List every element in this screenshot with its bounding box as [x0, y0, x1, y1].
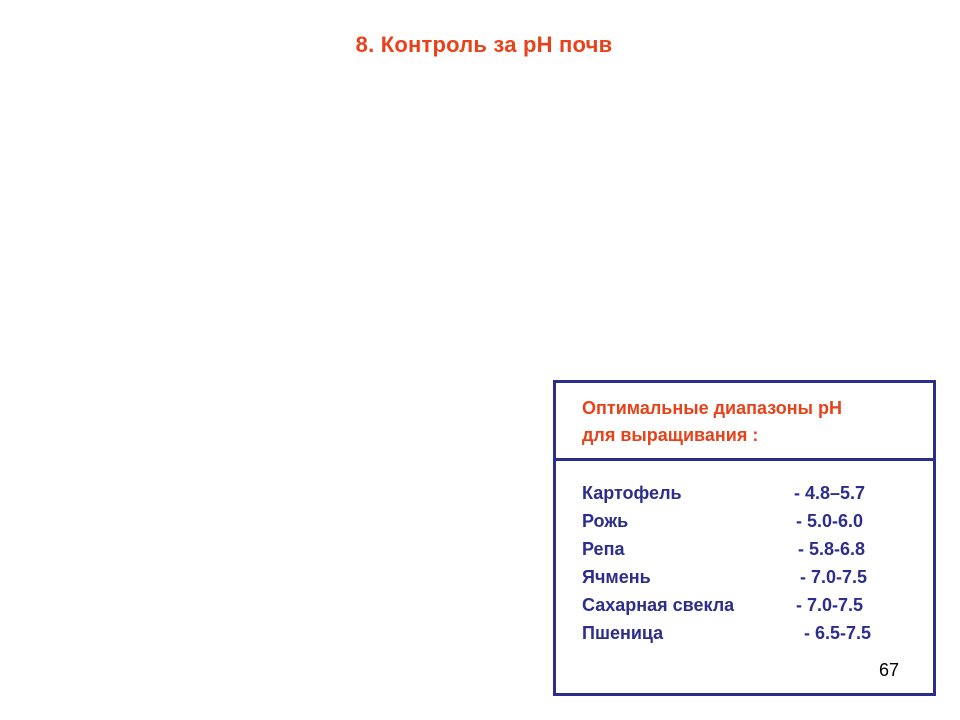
crop-row-wheat	[582, 619, 922, 647]
ph-ranges-header	[556, 383, 933, 461]
crop-name: Репа	[582, 539, 625, 559]
crop-name: Ячмень	[582, 567, 651, 587]
header-line-1: Оптимальные диапазоны рН	[582, 398, 842, 418]
crop-range: - 5.8-6.8	[798, 539, 866, 559]
ph-ranges-box	[553, 380, 936, 696]
crop-name: Рожь	[582, 511, 629, 531]
crop-range: - 5.0-6.0	[796, 511, 864, 531]
crop-row-sugar-beet	[582, 591, 922, 619]
crop-name: Картофель	[582, 483, 682, 503]
crop-row-potato	[582, 479, 922, 507]
crop-range: - 7.0-7.5	[796, 595, 864, 615]
page-number: 67	[878, 660, 899, 680]
crop-range: - 7.0-7.5	[800, 567, 868, 587]
crop-row-rye	[582, 507, 922, 535]
crop-list	[582, 479, 922, 647]
crop-row-barley	[582, 563, 922, 591]
crop-range: - 4.8–5.7	[794, 483, 866, 503]
slide-title: 8. Контроль за рН почв	[355, 32, 613, 57]
crop-name: Пшеница	[582, 623, 664, 643]
crop-row-turnip	[582, 535, 922, 563]
crop-name: Сахарная свекла	[582, 595, 735, 615]
crop-range: - 6.5-7.5	[804, 623, 872, 643]
header-line-2: для выращивания :	[582, 425, 759, 445]
